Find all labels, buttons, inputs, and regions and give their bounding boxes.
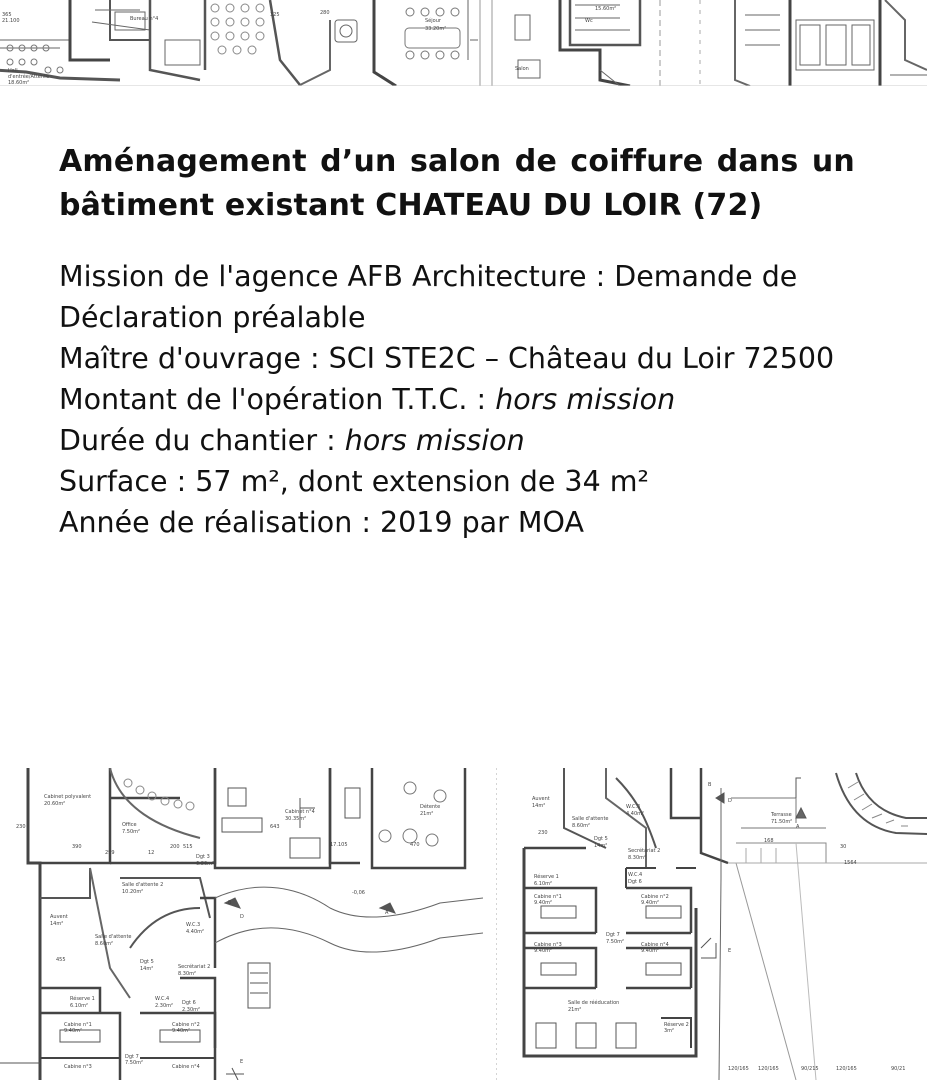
info-year: [59, 502, 855, 543]
plan-label: 325: [270, 12, 280, 18]
mission-label: Mission de l'agence AFB Architecture :: [59, 260, 615, 293]
year-value: 2019 par MOA: [380, 506, 584, 539]
plan-label: 14m²: [140, 966, 154, 972]
owner-label: Maître d'ouvrage :: [59, 342, 329, 375]
info-duration: [59, 420, 855, 461]
plan-label: 14m²: [50, 921, 64, 927]
plan-label: Dgt 3: [196, 854, 210, 860]
info-owner: [59, 338, 855, 379]
plan-label: Réserve 1: [534, 874, 559, 880]
plan-label: 230: [538, 830, 548, 836]
plan-label: D: [728, 798, 732, 804]
floor-plan-bottom-left: [0, 768, 483, 1080]
plan-label: Auvent: [532, 796, 550, 802]
plan-label: Cabine n°4: [172, 1064, 200, 1070]
floor-plan-top: [0, 0, 927, 86]
plan-label: Hall: [8, 68, 18, 74]
plan-label: 90/215: [801, 1066, 819, 1072]
info-surface: [59, 461, 855, 502]
plan-label: Terrasse: [771, 812, 792, 818]
plan-label: 643: [270, 824, 280, 830]
plan-label: Dgt 7: [606, 932, 620, 938]
plan-label: 9.40m²: [172, 1028, 191, 1034]
info-amount: [59, 379, 855, 420]
plan-label: 71.50m²: [771, 819, 793, 825]
plan-label: B: [228, 900, 232, 906]
plan-label: 30: [840, 844, 847, 850]
plan-label: 14m²: [594, 843, 608, 849]
plan-label: Détente: [420, 804, 441, 810]
plan-label: 9.40m²: [534, 948, 553, 954]
plan-label: A: [796, 824, 800, 830]
plan-label: 120/165: [728, 1066, 749, 1072]
plan-label: Dgt 6: [628, 879, 642, 885]
project-description: [59, 140, 855, 543]
plan-label: W.C.3: [626, 804, 641, 810]
plan-label: Bureau n°4: [130, 16, 159, 22]
plan-label: Réserve 1: [70, 996, 95, 1002]
plan-label: Salle d'attente 2: [122, 882, 164, 888]
plan-label: A: [385, 910, 389, 916]
plan-label: 6.80m²: [196, 861, 215, 867]
plan-label: 21.100: [2, 18, 20, 24]
floor-plan-bottom-right: [496, 768, 927, 1080]
plan-label: Cabinet n°4: [285, 809, 315, 815]
plan-label: 12: [148, 850, 155, 856]
plan-label: 120/165: [758, 1066, 779, 1072]
owner-value: SCI STE2C – Château du Loir 72500: [328, 342, 835, 375]
plan-label: W.C.4: [155, 996, 170, 1002]
plan-label: 200: [170, 844, 180, 850]
plan-label: Dgt 5: [140, 959, 154, 965]
plan-label: 15.60m²: [595, 6, 617, 12]
plan-label: 6.10m²: [70, 1003, 89, 1009]
surface-label: Surface :: [59, 465, 196, 498]
plan-label: 9.40m²: [534, 900, 553, 906]
plan-label: 230: [16, 824, 26, 830]
plan-label: 21m²: [568, 1007, 582, 1013]
plan-label: B: [708, 782, 712, 788]
project-info: [59, 256, 855, 543]
plan-label: 30.35m²: [285, 816, 307, 822]
plan-label: 6.10m²: [534, 881, 553, 887]
duration-label: Durée du chantier :: [59, 424, 345, 457]
plan-label: Cabine n°2: [172, 1022, 200, 1028]
plan-label: Auvent: [50, 914, 68, 920]
plan-label: 2.30m²: [182, 1007, 201, 1013]
plan-label: Cabine n°1: [534, 894, 562, 900]
plan-label: 9.40m²: [64, 1028, 83, 1034]
plan-label: 280: [320, 10, 330, 16]
plan-label: Cabine n°3: [534, 942, 562, 948]
plan-label: Dgt 7: [125, 1054, 139, 1060]
plan-label: Cabine n°2: [641, 894, 669, 900]
plan-label: Salle d'attente: [95, 934, 132, 940]
plan-label: E: [240, 1059, 244, 1065]
plan-label: Cabine n°4: [641, 942, 669, 948]
plan-label: Réserve 2: [664, 1022, 689, 1028]
plan-label: E: [728, 948, 732, 954]
plan-label: 33.20m²: [425, 26, 447, 32]
plan-label: 21m²: [420, 811, 434, 817]
project-title: Aménagement d’un salon de coiffure dans un bâtiment existant CHATEAU DU LOIR (72): [59, 144, 855, 223]
plan-label: Dgt 6: [182, 1000, 196, 1006]
plan-label: Secrétariat 2: [178, 964, 211, 970]
duration-value: hors mission: [344, 424, 525, 457]
amount-label: Montant de l'opération T.T.C. :: [59, 383, 496, 416]
plan-label: W.C.4: [628, 872, 643, 878]
plan-label: 10.20m²: [122, 889, 144, 895]
plan-label: Cabine n°1: [64, 1022, 92, 1028]
plan-label: Cabinet polyvalent: [44, 794, 92, 800]
plan-label: 470: [410, 842, 420, 848]
plan-label: 7.50m²: [125, 1060, 144, 1066]
plan-label: 168: [764, 838, 774, 844]
plan-label: Dgt 5: [594, 836, 608, 842]
info-mission: [59, 256, 855, 338]
plan-label: Wc: [585, 18, 593, 24]
plan-label: 1564: [844, 860, 857, 866]
plan-label: Office: [122, 822, 137, 828]
plan-label: d'entrée/Attente: [8, 74, 50, 80]
amount-value: hors mission: [495, 383, 676, 416]
plan-label: Secrétariat 2: [628, 848, 661, 854]
plan-label: Séjour: [425, 18, 441, 24]
plan-label: 455: [56, 957, 66, 963]
plan-label: 3m²: [664, 1028, 675, 1034]
plan-label: 390: [72, 844, 82, 850]
surface-value: 57 m², dont extension de 34 m²: [195, 465, 649, 498]
plan-label: Salle de rééducation: [568, 1000, 620, 1006]
plan-label: 8.30m²: [628, 855, 647, 861]
plan-label: 120/165: [836, 1066, 857, 1072]
plan-label: 8.60m²: [572, 823, 591, 829]
year-label: Année de réalisation :: [59, 506, 380, 539]
plan-label: -0,06: [352, 890, 365, 896]
plan-label: 9.40m²: [641, 900, 660, 906]
plan-label: 18.60m²: [8, 80, 30, 86]
plan-label: 365: [2, 12, 12, 18]
plan-label: 7.50m²: [606, 939, 625, 945]
plan-label: Salon: [515, 66, 529, 72]
plan-label: 9.40m²: [641, 948, 660, 954]
plan-label: 299: [105, 850, 115, 856]
plan-label: 515: [183, 844, 193, 850]
plan-label: 8.60m²: [95, 941, 114, 947]
plan-label: 17.105: [330, 842, 348, 848]
plan-label: 7.50m²: [122, 829, 141, 835]
plan-label: 20.60m²: [44, 801, 66, 807]
plan-label: 4.40m²: [186, 929, 205, 935]
plan-label: 4.40m²: [626, 811, 645, 817]
plan-label: 14m²: [532, 803, 546, 809]
plan-label: 8.30m²: [178, 971, 197, 977]
plan-label: 2.30m²: [155, 1003, 174, 1009]
plan-label: D: [240, 914, 244, 920]
plan-label: W.C.3: [186, 922, 201, 928]
plan-label: Salle d'attente: [572, 816, 609, 822]
mission-value: Demande de Déclaration préalable: [59, 260, 798, 334]
plan-label: 90/21: [891, 1066, 906, 1072]
plan-label: Cabine n°3: [64, 1064, 92, 1070]
